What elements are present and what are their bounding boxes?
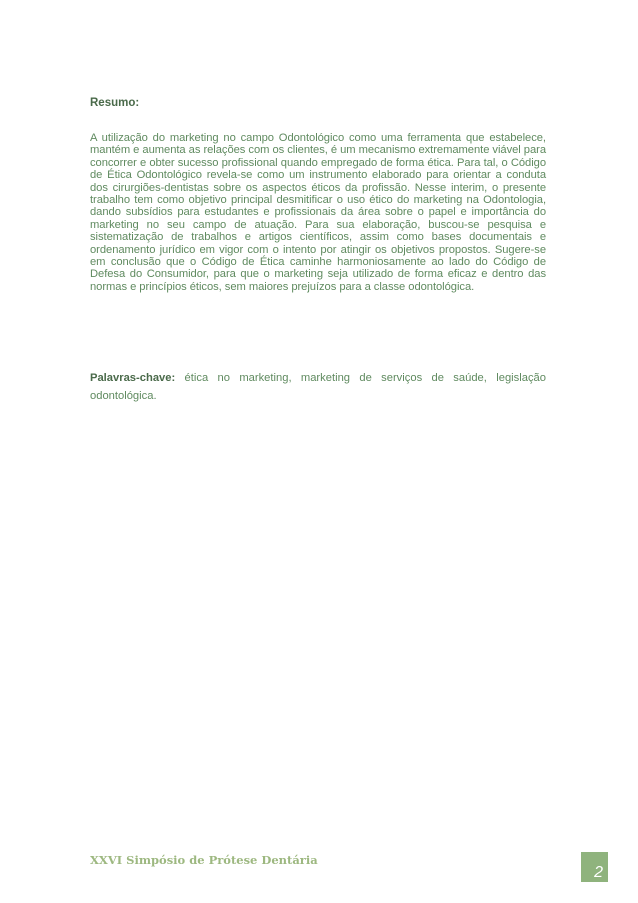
keywords-paragraph [90, 369, 546, 405]
abstract-heading: Resumo: [90, 97, 140, 109]
footer-title: XXVI Simpósio de Prótese Dentária [90, 853, 318, 867]
abstract-text: A utilização do marketing no campo Odontológico como uma ferramenta que estabelece, mantém e aumenta as relações com os clientes, é um mecanismo extremamente viável para concorrer e obter sucesso profissional quando empregado de forma ética. Para tal, o Código de Ética Odontológico revela-se como um instrumento elaborado para orientar a conduta dos cirurgiões-dentistas sobre os aspectos éticos da profissão. Nesse interim, o presente trabalho tem como objetivo principal desmitificar o uso ético do marketing na Odontologia, dando subsídios para estudantes e profissionais da área sobre o papel e importância do marketing no seu campo de atuação. Para sua elaboração, buscou-se pesquisa e sistematização de trabalhos e artigos científicos, assim como bases documentais e ordenamento jurídico em vigor com o intento por atingir os objetivos propostos. Sugere-se em conclusão que o Código de Ética caminhe harmoniosamente ao lado do Código de Defesa do Consumidor, para que o marketing seja utilizado de forma eficaz e dentro das normas e princípios éticos, sem maiores prejuízos para a classe odontológica. [90, 132, 546, 293]
keywords-label: Palavras-chave: [90, 372, 176, 384]
keywords-text: ética no marketing, marketing de serviços de saúde, legislação odontológica. [90, 372, 546, 402]
page-number-badge [581, 852, 608, 882]
page-number: 2 [594, 864, 603, 881]
